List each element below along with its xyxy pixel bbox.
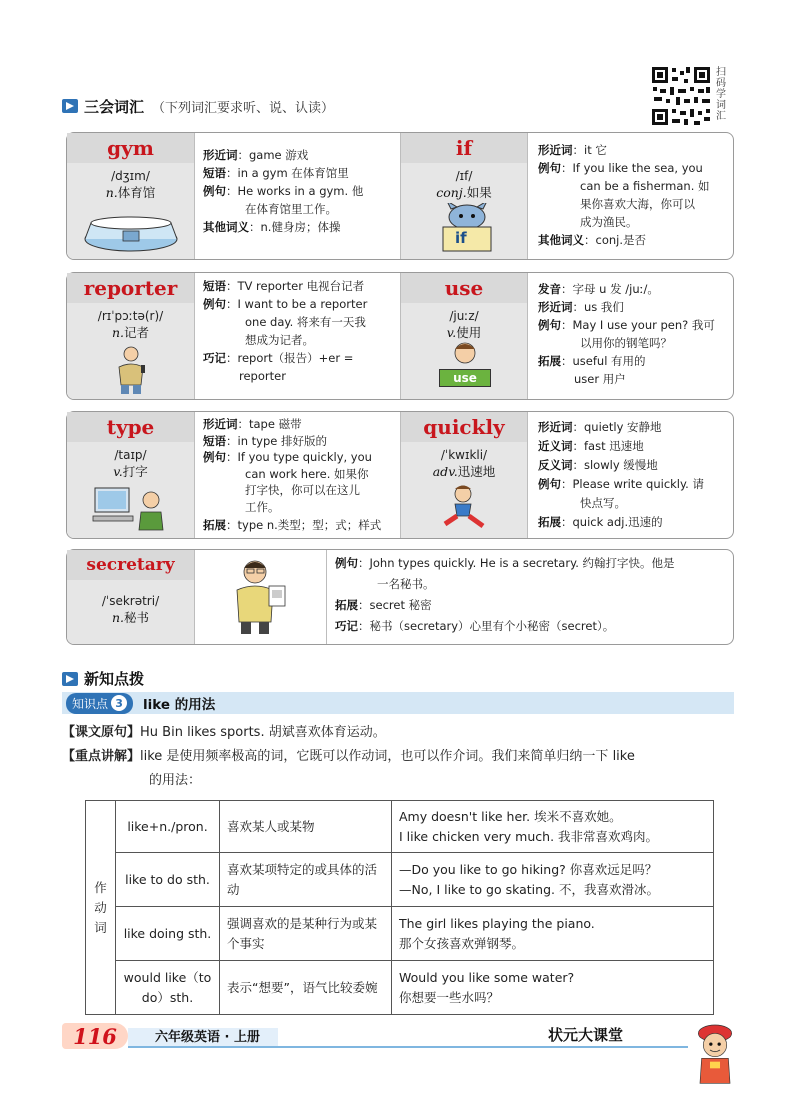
word-info-type: 形近词：tape 磁带 短语：in type 排好版的 例句：If you type quickly, you can work here. 如果你 打字快，你可以在这儿 工作。 拓展：type n.类型；型；式；样式: [203, 417, 382, 532]
brand-name: 状元大课堂: [548, 1026, 624, 1044]
picture-label: use: [439, 369, 491, 387]
qr-label: 扫码学词汇: [716, 67, 726, 122]
part-of-speech: v.打字: [113, 464, 148, 479]
pronunciation: /ˈsekrətri/: [101, 594, 160, 608]
mascot-icon: [690, 1020, 740, 1090]
word-info-if: 形近词：it 它 例句：If you like the sea, you can be a fisherman. 如 果你喜欢大海，你可以 成为渔民。 其他词义：conj.是否: [538, 143, 710, 247]
section-title: 新知点拨: [84, 670, 145, 688]
table-cell-form: would like（to do）sth.: [116, 961, 220, 1015]
qr-code-icon[interactable]: [650, 65, 712, 127]
word-title: quickly: [423, 415, 505, 439]
secretary-illustration-icon: [225, 556, 295, 636]
word-title: gym: [107, 136, 154, 160]
pronunciation: /juːz/: [449, 309, 479, 323]
book-title: 六年级英语 · 上册: [155, 1030, 260, 1045]
word-cell-quickly: [400, 412, 528, 538]
word-info-gym: 形近词：game 游戏 短语：in a gym 在体育馆里 例句：He works in a gym. 他 在体育馆里工作。 其他词义：n.健身房；体操: [203, 148, 364, 234]
word-title: if: [455, 136, 473, 160]
knowledge-point-bar: [62, 692, 734, 714]
knowledge-badge: 知识点 3: [66, 693, 133, 714]
cat-illustration-icon: [437, 203, 497, 253]
part-of-speech: adv.迅速地: [432, 464, 496, 479]
table-cell-form: like to do sth.: [116, 853, 220, 907]
word-cell-use: [400, 273, 528, 399]
section-subtitle: （下列词汇要求听、说、认读）: [152, 100, 335, 116]
word-title: use: [444, 276, 484, 300]
table-cell-form: like+n./pron.: [116, 801, 220, 853]
table-cell-meaning: 表示“想要”，语气比较委婉: [220, 961, 392, 1015]
picture-label: if: [455, 229, 467, 247]
section-header-tips: [62, 668, 144, 689]
word-title: type: [106, 415, 155, 439]
table-cell-example: Would you like some water? 你想要一些水吗？: [392, 961, 714, 1015]
pronunciation: /ɪf/: [455, 169, 473, 183]
reporter-illustration-icon: [111, 345, 151, 395]
table-cell-meaning: 强调喜欢的是某种行为或某个事实: [220, 907, 392, 961]
table-cell-meaning: 喜欢某人或某物: [220, 801, 392, 853]
part-of-speech: v.使用: [446, 325, 482, 340]
gym-illustration-icon: [81, 209, 181, 253]
word-info-secretary: 例句：John types quickly. He is a secretary. 约翰打字快。他是 一名秘书。 拓展：secret 秘密 巧记：秘书（secretary）心里有个小秘密（secret）。: [335, 556, 675, 633]
table-cell-example: The girl likes playing the piano. 那个女孩喜欢弹钢琴。: [392, 907, 714, 961]
pronunciation: /rɪˈpɔːtə(r)/: [97, 309, 164, 323]
word-cell-gym: [67, 133, 195, 259]
table-cell-form: like doing sth.: [116, 907, 220, 961]
word-info-quickly: 形近词：quietly 安静地 近义词：fast 迅速地 反义词：slowly 缓慢地 例句：Please write quickly. 请 快点写。 拓展：quick adj.迅速的: [538, 420, 704, 529]
part-of-speech: n.秘书: [111, 610, 150, 625]
pronunciation: /ˈkwɪkli/: [440, 448, 488, 462]
table-cell-example: Amy doesn't like her. 埃米不喜欢她。 I like chicken very much. 我非常喜欢鸡肉。: [392, 801, 714, 853]
triangle-icon: [62, 672, 78, 686]
running-boy-illustration-icon: [435, 484, 495, 532]
part-of-speech: n.体育馆: [105, 185, 156, 200]
key-explanation: 【重点讲解】like 是使用频率极高的词，它既可以作动词，也可以作介词。我们来简单归纳一下 like 的用法：: [62, 749, 635, 788]
table-side-label: 作 动 词: [86, 801, 116, 1015]
original-sentence: 【课文原句】Hu Bin likes sports. 胡斌喜欢体育运动。: [62, 725, 386, 740]
part-of-speech: conj.如果: [436, 185, 492, 200]
pronunciation: /taɪp/: [114, 448, 147, 462]
like-usage-table: [85, 800, 714, 1015]
word-info-reporter: 短语：TV reporter 电视台记者 例句：I want to be a reporter one day. 将来有一天我 想成为记者。 巧记：report（报告）+er = reporter: [203, 279, 368, 383]
knowledge-title: like 的用法: [143, 697, 216, 713]
section-header-vocab: [62, 95, 334, 117]
table-cell-example: —Do you like to go hiking? 你喜欢远足吗？ —No, I like to go skating. 不，我喜欢滑冰。: [392, 853, 714, 907]
computer-illustration-icon: [91, 484, 171, 532]
section-title: 三会词汇: [84, 97, 145, 116]
word-title: reporter: [83, 276, 178, 300]
word-cell-type: [67, 412, 195, 538]
footer-divider: [128, 1046, 688, 1048]
table-cell-meaning: 喜欢某项特定的或具体的活动: [220, 853, 392, 907]
word-cell-reporter: [67, 273, 195, 399]
word-info-use: 发音：字母 u 发 /juː/。 形近词：us 我们 例句：May I use your pen? 我可 以用你的钢笔吗？ 拓展：useful 有用的 user 用户: [538, 282, 715, 386]
pronunciation: /dʒɪm/: [111, 169, 150, 183]
word-title: secretary: [86, 555, 175, 575]
page-number: 116: [62, 1023, 128, 1049]
word-cell-if: [400, 133, 528, 259]
triangle-icon: [62, 99, 78, 113]
part-of-speech: n.记者: [111, 325, 150, 340]
boy-illustration-icon: [445, 341, 485, 371]
word-cell-secretary: [67, 550, 195, 644]
secretary-picture-cell: [195, 550, 327, 644]
